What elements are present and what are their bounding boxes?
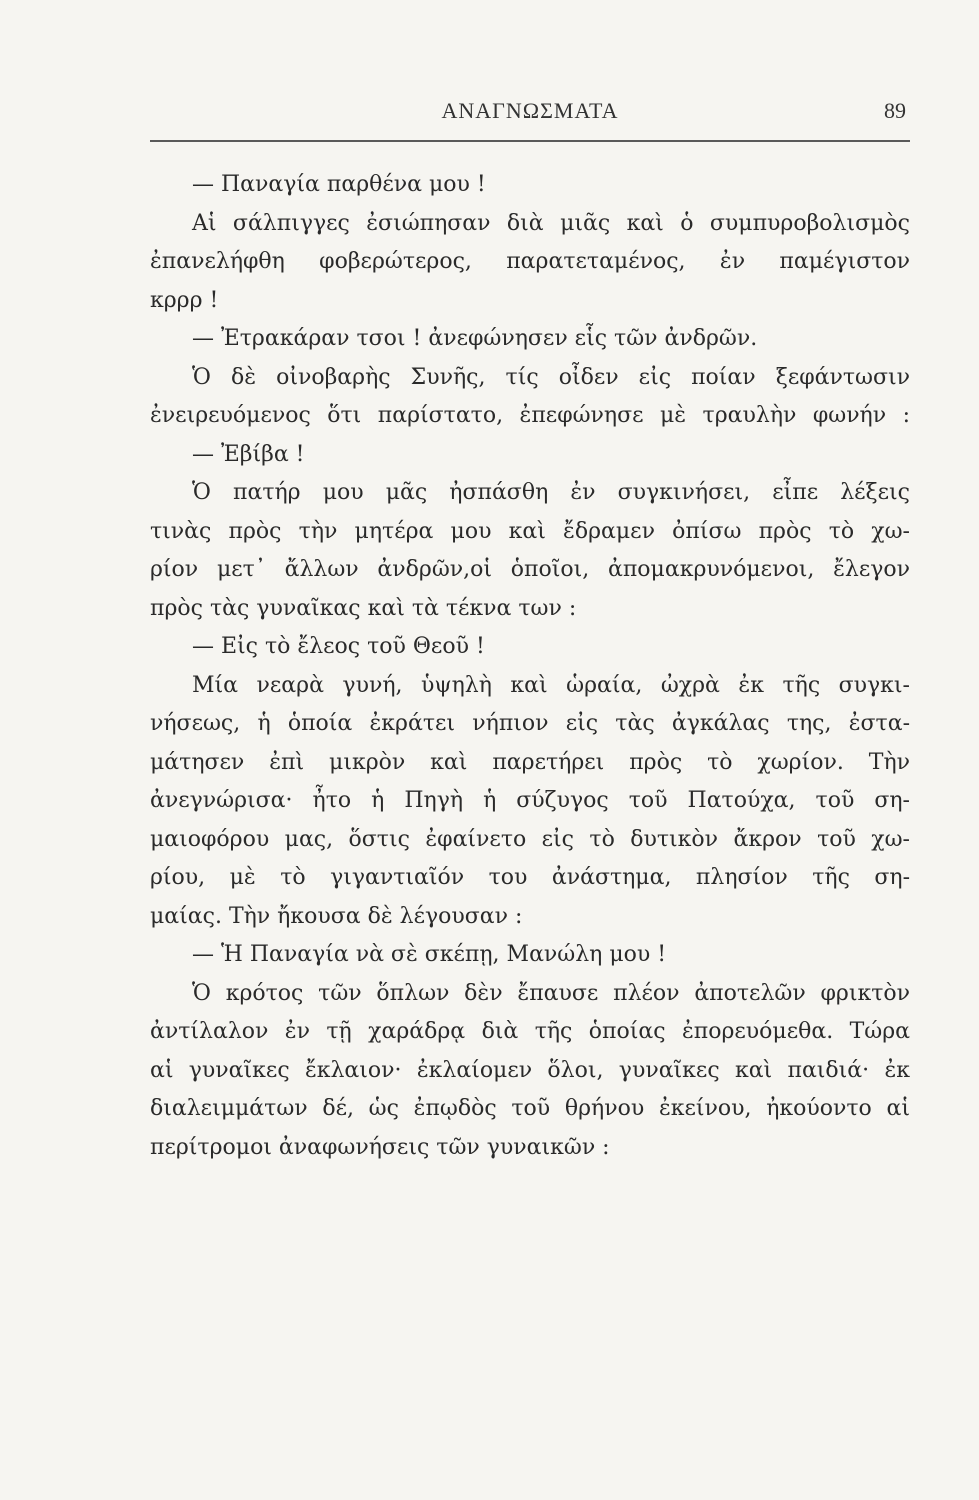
text-line: διαλειμμάτων δέ, ὡς ἐπῳδὸς τοῦ θρήνου ἐκείνου, ἠκούοντο αἱ [150, 1096, 910, 1121]
text-line: ρίον μετ᾽ ἄλλων ἀνδρῶν,οἱ ὁποῖοι, ἀπομακρυνόμενοι, ἔλεγον [150, 557, 910, 582]
text-line: ἀντίλαλον ἐν τῇ χαράδρᾳ διὰ τῆς ὁποίας ἐπορευόμεθα. Τώρα [150, 1019, 910, 1044]
text-line: μαίας. Τὴν ἤκουσα δὲ λέγουσαν : [150, 903, 523, 929]
text-line: αἱ γυναῖκες ἔκλαιον· ἐκλαίομεν ὅλοι, γυναῖκες καὶ παιδιά· ἐκ [150, 1057, 910, 1083]
text-line: Μία νεαρὰ γυνή, ὑψηλὴ καὶ ὡραία, ὠχρὰ ἐκ τῆς συγκι- [192, 672, 910, 698]
text-line: — Παναγία παρθένα μου ! [192, 172, 486, 197]
running-head [150, 98, 910, 138]
body-text [150, 166, 910, 1167]
text-line: — Ἐβίβα ! [192, 441, 305, 467]
text-line: ρίου, μὲ τὸ γιγαντιαῖόν του ἀνάστημα, πλησίον τῆς ση- [150, 865, 910, 890]
text-line: Ὁ πατήρ μου μᾶς ἠσπάσθη ἐν συγκινήσει, εἶπε λέξεις [192, 480, 910, 505]
text-line: τινὰς πρὸς τὴν μητέρα μου καὶ ἔδραμεν ὀπίσω πρὸς τὸ χω- [150, 518, 910, 544]
text-line: — Εἰς τὸ ἔλεος τοῦ Θεοῦ ! [192, 634, 485, 659]
text-line: νήσεως, ἡ ὁποία ἐκράτει νήπιον εἰς τὰς ἀγκάλας της, ἐστα- [150, 711, 910, 736]
page-number: 89 [884, 98, 906, 123]
text-line: μάτησεν ἐπὶ μικρὸν καὶ παρετήρει πρὸς τὸ χωρίον. Τὴν [150, 749, 910, 775]
text-line: Αἱ σάλπιγγες ἐσιώπησαν διὰ μιᾶς καὶ ὁ συμπυροβολισμὸς [192, 210, 910, 236]
text-line: — Ἡ Παναγία νὰ σὲ σκέπῃ, Μανώλη μου ! [192, 942, 667, 967]
running-title: ΑΝΑΓΝΩΣΜΑΤΑ [441, 98, 619, 123]
text-line: Ὁ δὲ οἰνοβαρὴς Συνῆς, τίς οἶδεν εἰς ποίαν ξεφάντωσιν [192, 364, 910, 390]
header-rule [150, 140, 910, 142]
text-line: πρὸς τὰς γυναῖκας καὶ τὰ τέκνα των : [150, 595, 577, 621]
text-line: μαιοφόρου μας, ὅστις ἐφαίνετο εἰς τὸ δυτικὸν ἄκρον τοῦ χω- [150, 826, 910, 852]
text-line: περίτρομοι ἀναφωνήσεις τῶν γυναικῶν : [150, 1134, 610, 1160]
text-line: ἐνειρευόμενος ὅτι παρίστατο, ἐπεφώνησε μὲ τραυλὴν φωνήν : [150, 403, 910, 428]
text-line: κρρρ ! [150, 287, 219, 313]
text-line: ἀνεγνώρισα· ἦτο ἡ Πηγὴ ἡ σύζυγος τοῦ Πατούχα, τοῦ ση- [150, 788, 910, 813]
text-line: Ὁ κρότος τῶν ὅπλων δὲν ἔπαυσε πλέον ἀποτελῶν φρικτὸν [192, 980, 910, 1006]
text-line: — Ἐτρακάραν τσοι ! ἀνεφώνησεν εἷς τῶν ἀνδρῶν. [192, 326, 758, 351]
text-line: ἐπανελήφθη φοβερώτερος, παρατεταμένος, ἐν παμέγιστον [150, 249, 910, 274]
